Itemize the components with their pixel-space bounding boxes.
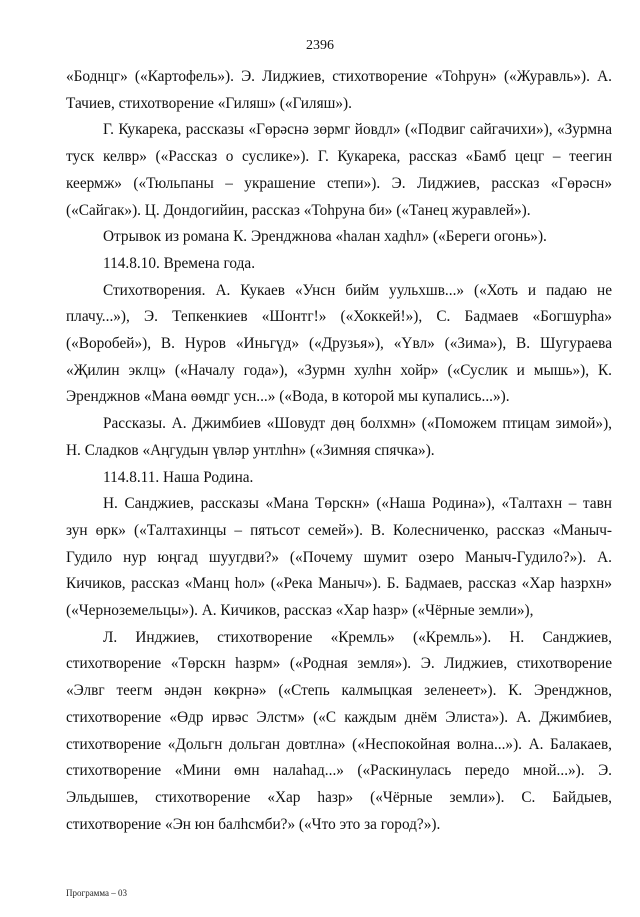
paragraph: Рассказы. А. Джимбиев «Шовудт дөң болхмн» («Поможем птицам зимой»), Н. Сладков «Аңгудын үвләр унтлhн» («Зимняя спячка»). [66,415,612,459]
section-heading: 114.8.10. Времена года. [103,254,256,272]
page-footer: Программа – 03 [66,888,128,898]
paragraph: Н. Санджиев, рассказы «Мана Төрскн» («Наша Родина»), «Талтахн – тавн зун өрк» («Талтахинцы – пятьсот семей»). В. Колесниченко, рассказ «Маныч-Гудило нур юңгад шуугдви?» («Почему шумит озеро Маныч-Гудило?»). А. Кичиков, рассказ «Манц hол» («Река Маныч»). Б. Бадмаев, рассказ «Хар hазрхн» («Черноземельцы»). А. Кичиков, рассказ «Хар hазр» («Чёрные земли»), [66,495,612,620]
paragraph: Отрывок из романа К. Эренджнова «hалан хадhл» («Береги огонь»). [103,228,547,246]
page-number: 2396 [306,38,334,53]
paragraph: Г. Кукарека, рассказы «Гөрәснә зөрмг йовдл» («Подвиг сайгачихи»), «Зурмна туск келвр» («Рассказ о суслике»). Г. Кукарека, рассказ «Бамб цецг – теегин кеермж» («Тюльпаны – украшение степи»). Э. Лиджиев, рассказ «Гөрәсн» («Сайгак»). Ц. Дондогийин, рассказ «Тоhруна би» («Танец журавлей»). [66,121,612,219]
paragraph: «Боднцг» («Картофель»). Э. Лиджиев, стихотворение «Тоhрун» («Журавль»). А. Тачиев, стихотворение «Гиляш» («Гиляш»). [66,68,612,112]
paragraph: Стихотворения. А. Кукаев «Унсн бийм уульхшв...» («Хоть и падаю не плачу...»), Э. Тепкенкиев «Шонтг!» («Хоккей!»), С. Бадмаев «Богшурhа» («Воробей»), В. Нуров «Иньгүд» («Друзья»), «Үвл» («Зима»), В. Шугураева «Җилин эклц» («Началу года»), «Зурмн хулhн хойр» («Суслик и мышь»), К. Эренджнов «Мана өөмдг усн...» («Вода, в которой мы купались...»). [66,281,612,406]
section-heading: 114.8.11. Наша Родина. [103,468,254,486]
page-body [66,64,612,838]
paragraph: Л. Инджиев, стихотворение «Кремль» («Кремль»). Н. Санджиев, стихотворение «Төрскн hазрм» («Родная земля»). Э. Лиджиев, стихотворение «Элвг теегм әндән көкрнә» («Степь калмыцкая зеленеет»). К. Эренджнов, стихотворение «Өдр ирвәс Элстм» («С каждым днём Элиста»). А. Джимбиев, стихотворение «Дольгн дольган довтлна» («Неспокойная волна...»). А. Балакаев, стихотворение «Мини өмн налаhад...» («Раскинулась передо мной...»). Э. Эльдышев, стихотворение «Хар hазр» («Чёрные земли»). С. Байдыев, стихотворение «Эн юн балhсмби?» («Что это за город?»). [66,628,612,833]
